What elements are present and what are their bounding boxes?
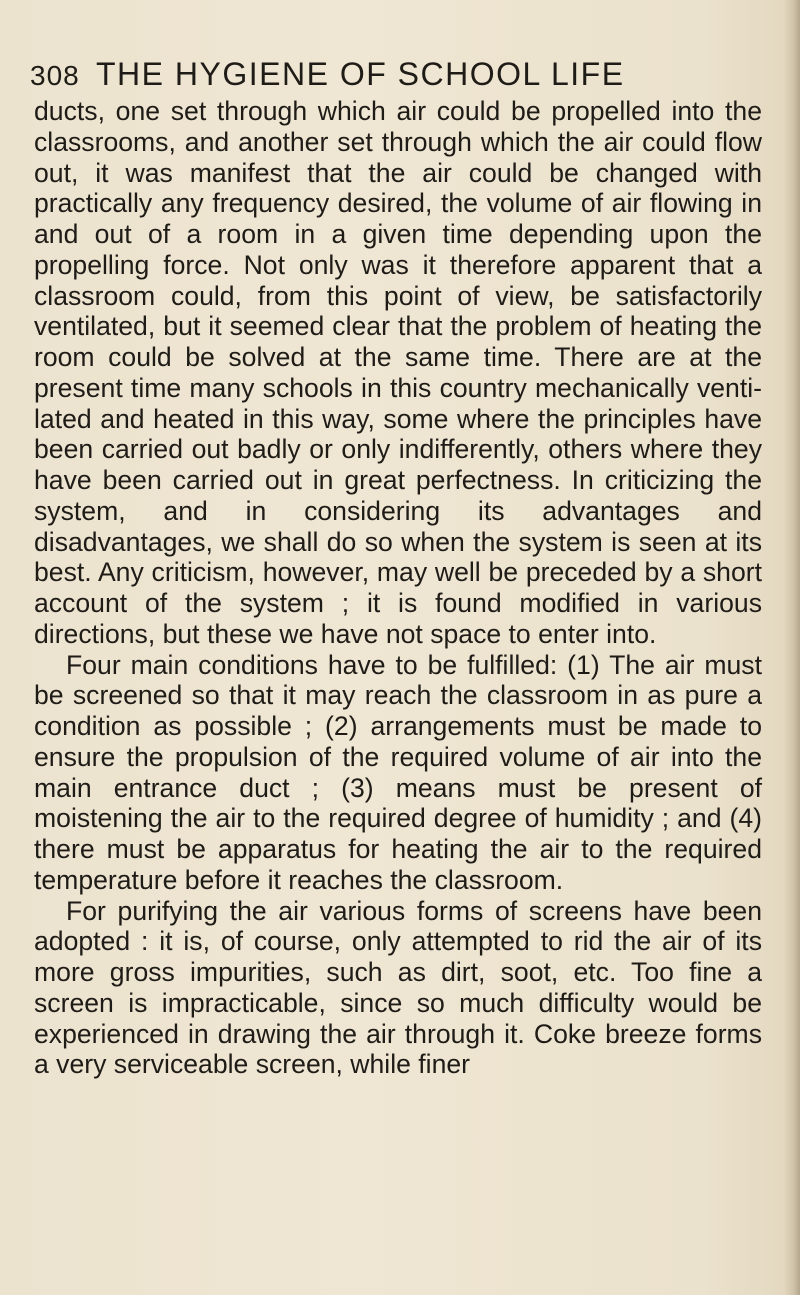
page-edge-shadow (784, 0, 800, 1295)
paragraph-purifying-air: For purifying the air various forms of screens have been adopted : it is, of course, only attempted to rid the air of its more gross impurities, such as dirt, soot, etc. Too fine a screen is impracticable, since so much difficulty would be experienced in drawing the air through it. Coke breeze forms a very serviceable screen, while finer (34, 895, 762, 1080)
paragraph-four-conditions: Four main conditions have to be fulfilled: (1) The air must be screened so that it may reach the classroom in as pure a condition as possible ; (2) arrangements must be made to ensure the propulsion of the required volume of air into the main entrance duct ; (3) means must be present of moistening the air to the required degree of humidity ; and (4) there must be apparatus for heating the air to the required temperature before it reaches the classroom. (34, 649, 762, 895)
page-number: 308 (30, 60, 80, 91)
paragraph-ventilation-ducts: ducts, one set through which air could be propelled into the classrooms, and another set through which the air could flow out, it was manifest that the air could be changed with practically any frequency desired, the volume of air flowing in and out of a room in a given time depending upon the propelling force. Not only was it therefore apparent that a classroom could, from this point of view, be satisfactorily ventilated, but it seemed clear that the problem of heating the room could be solved at the same time. There are at the present time many schools in this country mechanically venti- lated and heated in this way, some where the principles have been carried out badly or only indifferently, others where they have been carried out in great perfectness. In criticizing the system, and in considering its advantages and disadvantages, we shall do so when the system is seen at its best. Any criticism, however, may well be preceded by a short account of the system ; it is found modified in various directions, but these we have not space to enter into. (34, 96, 762, 649)
page-header (30, 56, 770, 93)
running-head: THE HYGIENE OF SCHOOL LIFE (96, 56, 625, 92)
body-text (34, 96, 762, 1080)
